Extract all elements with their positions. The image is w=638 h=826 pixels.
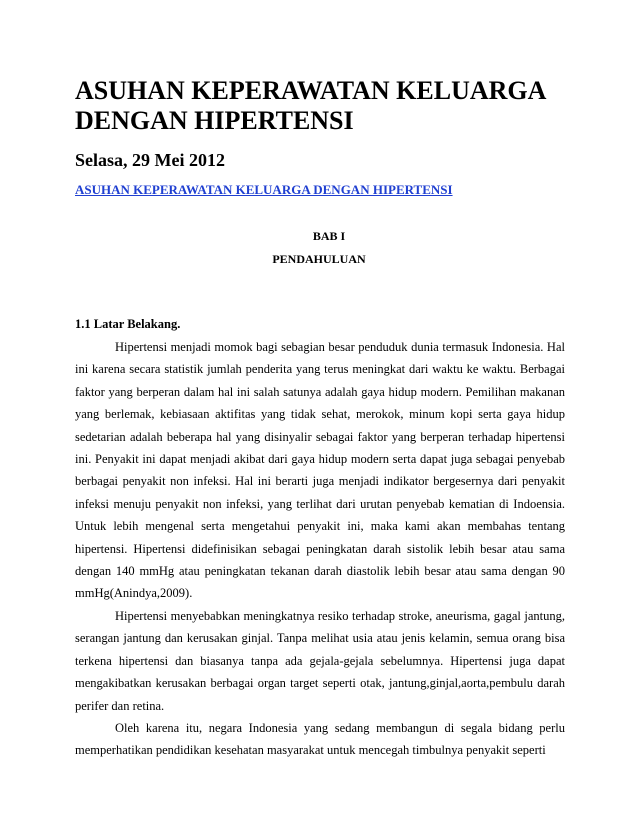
article-link[interactable]: ASUHAN KEPERAWATAN KELUARGA DENGAN HIPERTENSI (75, 182, 453, 197)
section-heading: 1.1 Latar Belakang. (75, 317, 181, 331)
paragraph: Hipertensi menyebabkan meningkatnya resiko terhadap stroke, aneurisma, gagal jantung, serangan jantung dan kerusakan ginjal. Tanpa melihat usia atau jenis kelamin, semua orang bisa terkena hipertensi dan biasanya tanpa ada gejala-gejala sebelumnya. Hipertensi juga dapat mengakibatkan kerusakan berbagai organ target seperti otak, jantung,ginjal,aorta,pembulu darah perifer dan retina. (75, 608, 565, 713)
body-text (75, 336, 565, 762)
post-date: Selasa, 29 Mei 2012 (75, 150, 225, 170)
paragraph: Oleh karena itu, negara Indonesia yang sedang membangun di segala bidang perlu memperhatikan pendidikan kesehatan masyarakat untuk mencegah timbulnya penyakit seperti (75, 720, 565, 758)
document-title: ASUHAN KEPERAWATAN KELUARGA DENGAN HIPERTENSI (75, 76, 545, 135)
chapter-title: PENDAHULUAN (272, 252, 366, 266)
paragraph: Hipertensi menjadi momok bagi sebagian besar penduduk dunia termasuk Indonesia. Hal ini karena secara statistik jumlah penderita yang terus meningkat dari waktu ke waktu. Berbagai faktor yang berperan dalam hal ini salah satunya adalah gaya hidup modern. Pemilihan makanan yang berlemak, kebiasaan aktifitas yang tidak sehat, merokok, minum kopi serta gaya hidup sedetarian adalah beberapa hal yang disinyalir sebagai faktor yang berperan terhadap hipertensi ini. Penyakit ini dapat menjadi akibat dari gaya hidup modern serta dapat juga sebagai penyebab berbagai penyakit non infeksi. Hal ini berarti juga menjadi indikator bergesernya dari penyakit infeksi menuju penyakit non infeksi, yang terlihat dari urutan penyebab kematian di Indoensia. Untuk lebih mengenal serta mengetahui penyakit ini, maka kami akan membahas tentang hipertensi. Hipertensi didefinisikan sebagai peningkatan darah sistolik lebih besar atau sama dengan 140 mmHg atau peningkatan tekanan darah diastolik lebih besar atau sama dengan 90 mmHg(Anindya,2009). (75, 340, 565, 601)
chapter-number: BAB I (312, 229, 346, 243)
